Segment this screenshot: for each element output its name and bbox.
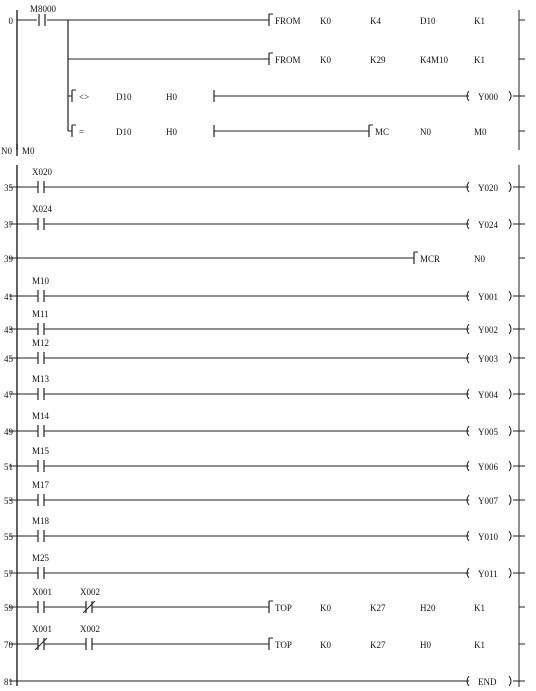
step-number-43: 43 [4, 325, 13, 335]
rung-35-contact-label-0: X020 [32, 167, 52, 177]
mc-label-n0: N0 [1, 146, 12, 156]
rung-37-coil-name: Y024 [478, 220, 498, 230]
rung-41-contact-label-0: M10 [32, 276, 50, 286]
rung-53-coil-name: Y007 [478, 496, 498, 506]
step-number-41: 41 [4, 292, 13, 302]
rung-70-contact-label-1: X002 [80, 624, 100, 634]
contact-label-m8000: M8000 [30, 4, 57, 14]
step-number-39: 39 [4, 254, 13, 264]
step-number-81: 81 [4, 677, 13, 687]
step-number-51: 51 [4, 462, 13, 472]
rung-47-contact-label-0: M13 [32, 374, 50, 384]
step-number-57: 57 [4, 569, 13, 579]
rung-41-coil-name: Y001 [478, 292, 498, 302]
mc-row-3-field-2: M0 [474, 127, 487, 137]
step-number-45: 45 [4, 354, 13, 364]
rung-70-field-3: H0 [420, 640, 431, 650]
rung-49-contact-label-0: M14 [32, 411, 50, 421]
rung-49-coil-right [509, 426, 511, 436]
step-number-53: 53 [4, 496, 13, 506]
ladder-labels [1, 4, 498, 687]
step-number-49: 49 [4, 427, 13, 437]
mc-row-1-field-1: K0 [320, 55, 331, 65]
mc-row-2-cmp-op: <> [79, 92, 90, 102]
step-number-47: 47 [4, 390, 13, 400]
mc-row-3-field-0: MC [375, 127, 390, 137]
rung-45-coil-name: Y003 [478, 354, 498, 364]
rung-51-coil-right [509, 461, 511, 471]
rung-53-contact-label-0: M17 [32, 480, 50, 490]
rung-35-coil-name: Y020 [478, 183, 498, 193]
rung-45-coil-right [509, 353, 511, 363]
mc-row-1-field-2: K29 [370, 55, 386, 65]
rung-43-coil-right [509, 324, 511, 334]
step-number-70: 70 [4, 640, 13, 650]
rung-70-field-1: K0 [320, 640, 331, 650]
rung-70-field-2: K27 [370, 640, 386, 650]
rung-55-contact-label-0: M18 [32, 516, 50, 526]
mc-row-2-cmp-a: D10 [116, 92, 132, 102]
rung-51-coil-name: Y006 [478, 462, 498, 472]
rung-59-field-4: K1 [474, 603, 485, 613]
rung-57-coil-right [509, 568, 511, 578]
rung-70-field-4: K1 [474, 640, 485, 650]
mc-label-m0: M0 [22, 146, 35, 156]
rung-57-coil-name: Y011 [478, 569, 498, 579]
mc-row-2-coil-name: Y000 [478, 92, 498, 102]
mc-row-3-cmp-op: = [79, 127, 85, 137]
rung-37-coil-right [509, 219, 511, 229]
rung-55-coil-right [509, 531, 511, 541]
rung-37-contact-label-0: X024 [32, 204, 52, 214]
rung-43-coil-name: Y002 [478, 325, 498, 335]
rung-39-field-1: N0 [474, 254, 485, 264]
mc-row-1-field-0: FROM [275, 55, 301, 65]
rung-51-contact-label-0: M15 [32, 446, 50, 456]
step-number-35: 35 [4, 183, 13, 193]
rung-70-field-0: TOP [275, 640, 292, 650]
rung-59-field-1: K0 [320, 603, 331, 613]
ladder-lines [9, 10, 525, 687]
mc-row-3-cmp-b: H0 [166, 127, 177, 137]
rung-59-field-3: H20 [420, 603, 436, 613]
rung-55-coil-name: Y010 [478, 532, 498, 542]
rung-39-field-0: MCR [420, 254, 441, 264]
mc-row-0-field-3: D10 [420, 16, 436, 26]
mc-row-1-field-4: K1 [474, 55, 485, 65]
step-number-0: 0 [8, 16, 13, 26]
mc-row-0-field-0: FROM [275, 16, 301, 26]
rung-43-contact-label-0: M11 [32, 309, 49, 319]
mc-row-1-field-3: K4M10 [420, 55, 449, 65]
mc-row-2-coil-right [509, 91, 511, 101]
rung-49-coil-name: Y005 [478, 427, 498, 437]
rung-35-coil-right [509, 182, 511, 192]
rung-59-contact-label-0: X001 [32, 587, 52, 597]
rung-81-coil-right [509, 676, 511, 686]
mc-row-2-cmp-b: H0 [166, 92, 177, 102]
rung-57-contact-label-0: M25 [32, 553, 50, 563]
step-number-37: 37 [4, 220, 13, 230]
mc-row-0-field-1: K0 [320, 16, 331, 26]
rung-47-coil-right [509, 389, 511, 399]
mc-row-0-field-4: K1 [474, 16, 485, 26]
step-number-55: 55 [4, 532, 13, 542]
rung-81-coil-name: END [478, 677, 497, 687]
rung-53-coil-right [509, 495, 511, 505]
mc-row-3-cmp-a: D10 [116, 127, 132, 137]
rung-45-contact-label-0: M12 [32, 338, 50, 348]
rung-59-field-2: K27 [370, 603, 386, 613]
rung-59-field-0: TOP [275, 603, 292, 613]
rung-70-contact-label-0: X001 [32, 624, 52, 634]
rung-59-contact-label-1: X002 [80, 587, 100, 597]
step-number-59: 59 [4, 603, 13, 613]
mc-row-0-field-2: K4 [370, 16, 381, 26]
rung-47-coil-name: Y004 [478, 390, 498, 400]
mc-row-3-field-1: N0 [420, 127, 431, 137]
rung-41-coil-right [509, 291, 511, 301]
